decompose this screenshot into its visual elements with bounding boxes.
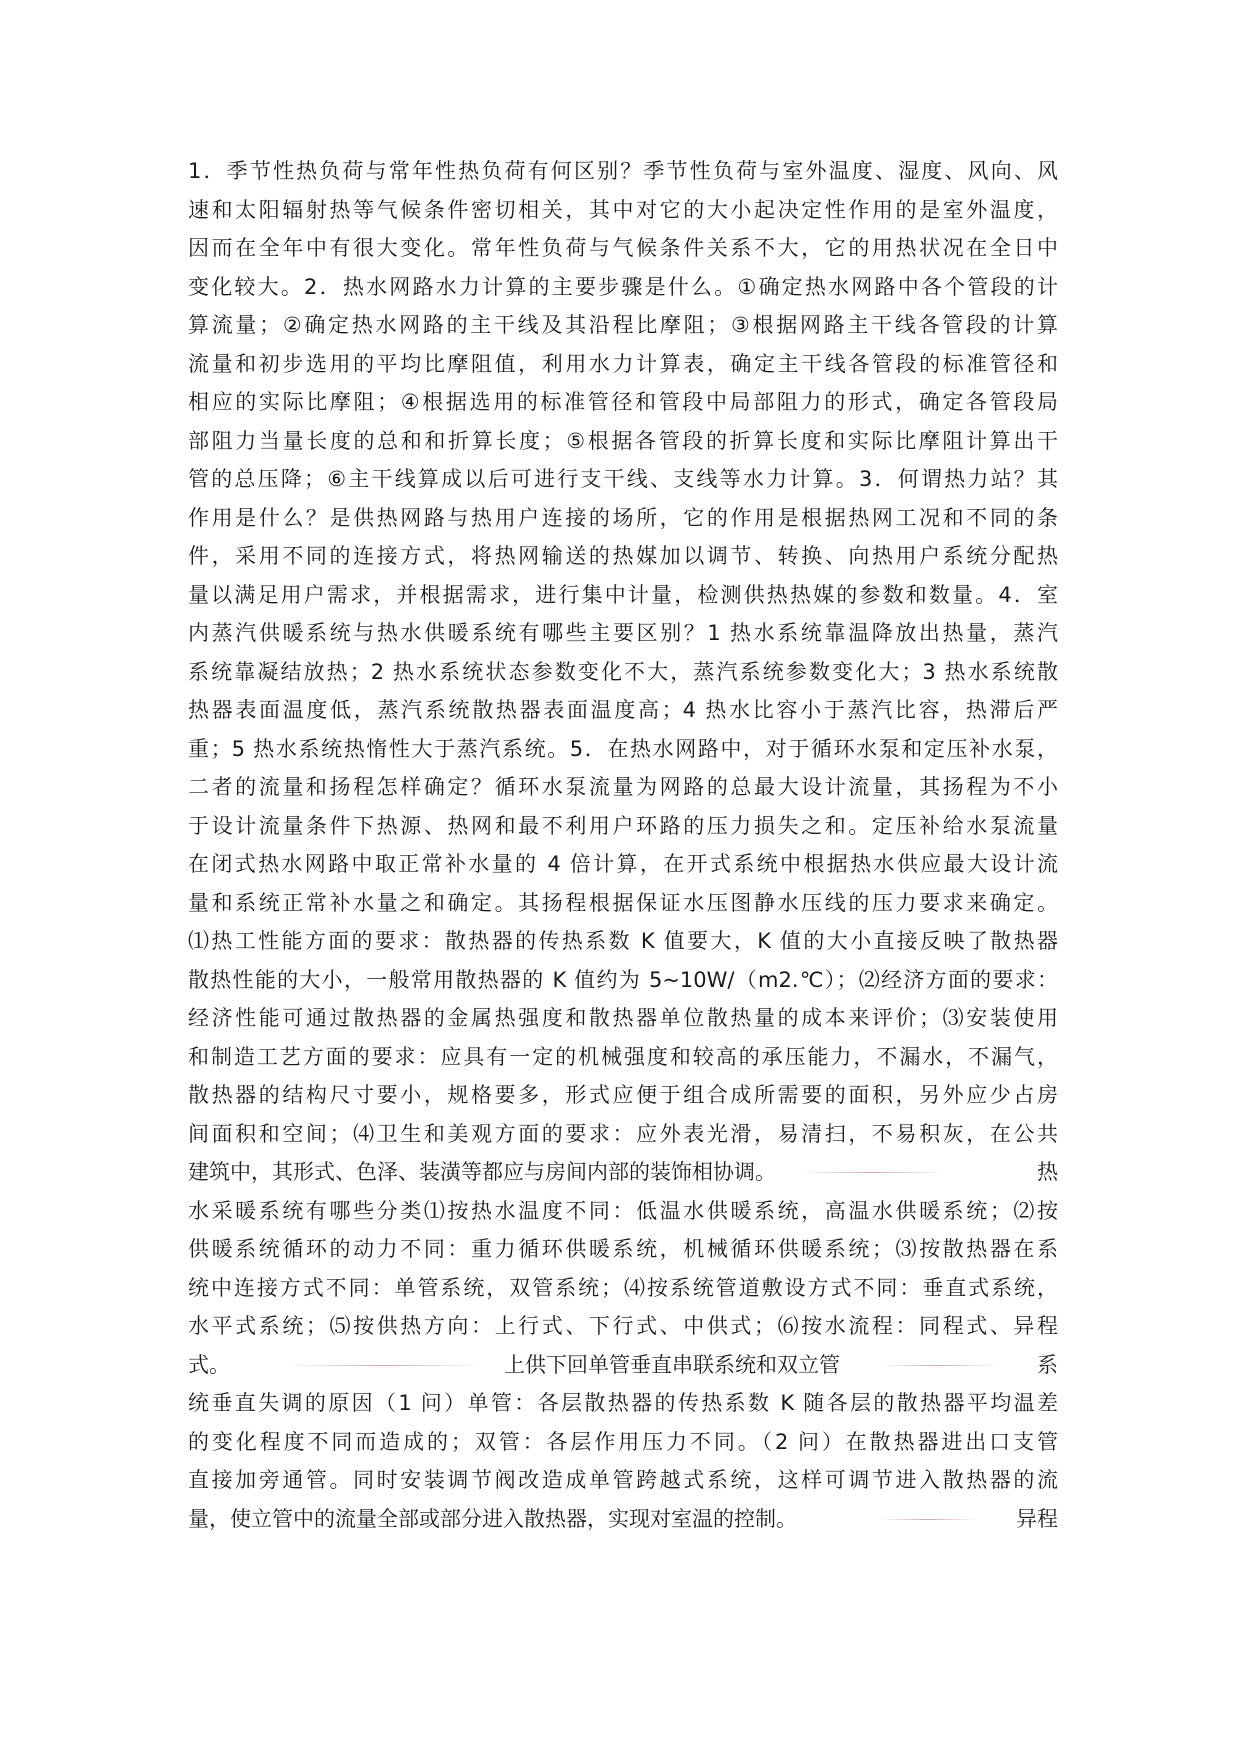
text-line: 二者的流量和扬程怎样确定？循环水泵流量为网路的总最大设计流量，其扬程为不小 — [188, 775, 1058, 799]
text-line: ⑴热工性能方面的要求：散热器的传热系数 K 值要大，K 值的大小直接反映了散热器 — [188, 929, 1058, 953]
text-line: 直接加旁通管。同时安装调节阀改造成单管跨越式系统，这样可调节进入散热器的流 — [188, 1468, 1058, 1492]
text-line: 作用是什么？是供热网路与热用户连接的场所，它的作用是根据热网工况和不同的条 — [188, 505, 1058, 530]
text-line: 部阻力当量长度的总和和折算长度；⑤根据各管段的折算长度和实际比摩阻计算出干 — [188, 428, 1058, 453]
text-line: 1．季节性热负荷与常年性热负荷有何区别？季节性负荷与室外温度、湿度、风向、风 — [188, 159, 1058, 183]
text-line: 于设计流量条件下热源、热网和最不利用户环路的压力损失之和。定压补给水泵流量 — [188, 813, 1058, 838]
document-body — [188, 152, 1058, 1538]
text-line-split — [188, 1153, 1058, 1192]
text-segment: 系 — [1037, 1352, 1058, 1377]
text-line: 件，采用不同的连接方式，将热网输送的热媒加以调节、转换、向热用户系统分配热 — [188, 544, 1058, 568]
text-line: 内蒸汽供暖系统与热水供暖系统有哪些主要区别？1 热水系统靠温降放出热量，蒸汽 — [188, 621, 1058, 645]
text-line: 变化较大。2．热水网路水力计算的主要步骤是什么。①确定热水网路中各个管段的计 — [188, 274, 1058, 299]
text-line: 速和太阳辐射热等气候条件密切相关，其中对它的大小起决定性作用的是室外温度， — [188, 197, 1058, 222]
text-line: 热器表面温度低，蒸汽系统散热器表面温度高；4 热水比容小于蒸汽比容，热滞后严 — [188, 698, 1058, 722]
text-line: 系统靠凝结放热；2 热水系统状态参数变化不大，蒸汽系统参数变化大；3 热水系统散 — [188, 659, 1058, 684]
faint-rule — [798, 1172, 948, 1173]
text-segment: 热 — [1037, 1160, 1058, 1184]
text-segment: 异程 — [1016, 1506, 1058, 1531]
text-line: 量和系统正常补水量之和确定。其扬程根据保证水压图静水压线的压力要求来确定。 — [188, 890, 1058, 915]
text-line: 间面积和空间；⑷卫生和美观方面的要求：应外表光滑，易清扫，不易积灰，在公共 — [188, 1121, 1058, 1146]
text-line: 供暖系统循环的动力不同：重力循环供暖系统，机械循环供暖系统；⑶按散热器在系 — [188, 1237, 1058, 1261]
text-line: 散热性能的大小，一般常用散热器的 K 值约为 5~10W/（m2.℃）；⑵经济方面的要求： — [188, 967, 1058, 992]
text-line: 水平式系统；⑸按供热方向：上行式、下行式、中供式；⑹按水流程：同程式、异程 — [188, 1314, 1058, 1338]
text-segment: 式。 — [188, 1352, 230, 1377]
faint-rule — [878, 1365, 998, 1366]
text-line: 统中连接方式不同：单管系统，双管系统；⑷按系统管道敷设方式不同：垂直式系统， — [188, 1275, 1058, 1300]
text-line: 在闭式热水网路中取正常补水量的 4 倍计算，在开式系统中根据热水供应最大设计流 — [188, 852, 1058, 876]
text-line: 相应的实际比摩阻；④根据选用的标准管径和管段中局部阻力的形式，确定各管段局 — [188, 390, 1058, 414]
text-line: 水采暖系统有哪些分类⑴按热水温度不同：低温水供暖系统，高温水供暖系统；⑵按 — [188, 1198, 1058, 1223]
text-line: 量以满足用户需求，并根据需求，进行集中计量，检测供热热媒的参数和数量。4．室 — [188, 582, 1058, 607]
text-line: 管的总压降；⑥主干线算成以后可进行支干线、支线等水力计算。3．何谓热力站？其 — [188, 467, 1058, 491]
text-line-split — [188, 1346, 1058, 1385]
text-line: 散热器的结构尺寸要小，规格要多，形式应便于组合成所需要的面积，另外应少占房 — [188, 1083, 1058, 1107]
text-segment: 量，使立管中的流量全部或部分进入散热器，实现对室温的控制。 — [188, 1506, 797, 1531]
text-line: 和制造工艺方面的要求：应具有一定的机械强度和较高的承压能力，不漏水，不漏气， — [188, 1044, 1058, 1069]
text-line: 算流量；②确定热水网路的主干线及其沿程比摩阻；③根据网路主干线各管段的计算 — [188, 313, 1058, 337]
faint-rule — [283, 1365, 483, 1366]
text-segment: 建筑中，其形式、色泽、装潢等都应与房间内部的装饰相协调。 — [188, 1160, 776, 1184]
text-line: 统垂直失调的原因（1 问）单管：各层散热器的传热系数 K 随各层的散热器平均温差 — [188, 1391, 1058, 1415]
text-line: 经济性能可通过散热器的金属热强度和散热器单位散热量的成本来评价；⑶安装使用 — [188, 1006, 1058, 1030]
text-line: 的变化程度不同而造成的；双管：各层作用压力不同。（2 问）在散热器进出口支管 — [188, 1429, 1058, 1454]
text-segment: 上供下回单管垂直串联系统和双立管 — [504, 1352, 840, 1377]
text-line: 流量和初步选用的平均比摩阻值，利用水力计算表，确定主干线各管段的标准管径和 — [188, 351, 1058, 376]
text-line-split — [188, 1500, 1058, 1539]
faint-rule — [878, 1519, 978, 1520]
text-line: 重；5 热水系统热惰性大于蒸汽系统。5．在热水网路中，对于循环水泵和定压补水泵， — [188, 736, 1058, 761]
text-line: 因而在全年中有很大变化。常年性负荷与气候条件关系不大，它的用热状况在全日中 — [188, 236, 1058, 260]
